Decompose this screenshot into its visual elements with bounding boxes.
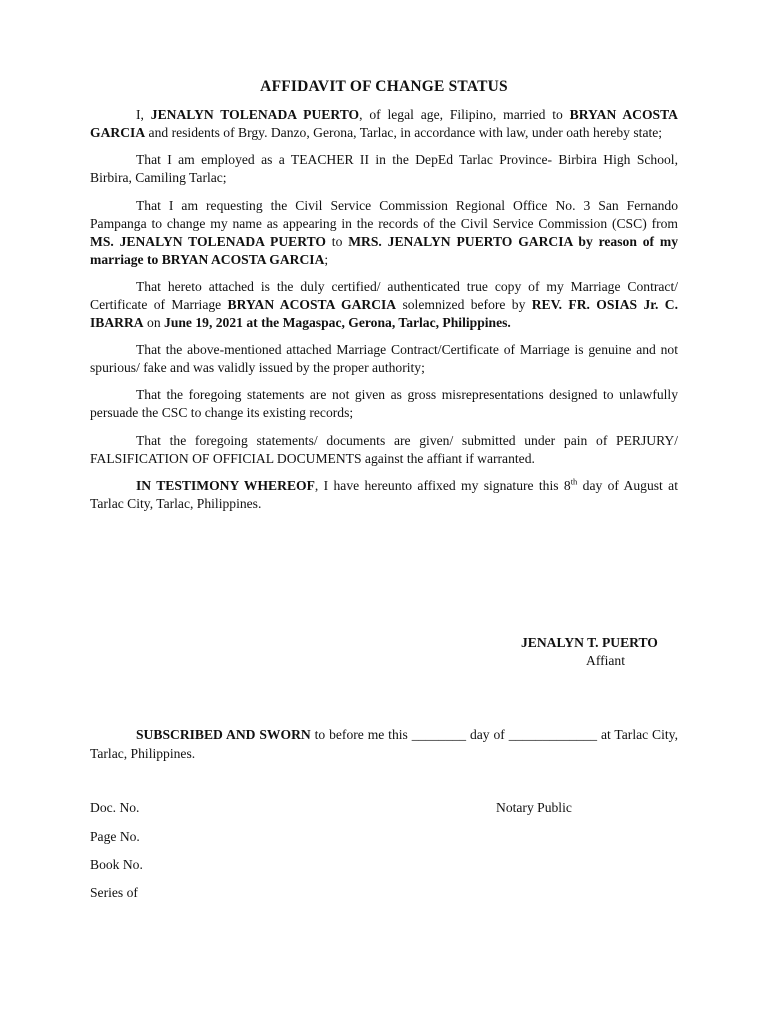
text-run: , of legal age, Filipino, married to xyxy=(359,107,570,122)
book-no-label: Book No. xyxy=(90,857,143,872)
affiant-signature-role: Affiant xyxy=(586,653,626,668)
jurat xyxy=(90,725,678,763)
document-title: AFFIDAVIT OF CHANGE STATUS xyxy=(260,78,508,95)
text-run: solemnized before by xyxy=(396,296,532,312)
affiant-signature-name: JENALYN T. PUERTO xyxy=(521,635,658,650)
series-label: Series of xyxy=(90,885,138,900)
notary-public-label: Notary Public xyxy=(496,800,572,815)
text-run: to before me this ________ day of _____________ at Tarlac City, Tarlac, Philippines. xyxy=(90,727,678,761)
testimony-lead: IN TESTIMONY WHEREOF xyxy=(136,478,315,494)
paragraph-intro xyxy=(90,106,678,142)
marriage-date-place: June 19, 2021 at the Magaspac, Gerona, Tarlac, Philippines. xyxy=(164,314,511,330)
old-name: MS. JENALYN TOLENADA PUERTO xyxy=(90,233,326,249)
jurat-paragraph xyxy=(90,725,678,763)
paragraph-genuine: That the above-mentioned attached Marriage Contract/Certificate of Marriage is genuine and not spurious/ fake and was validly issued by the proper authority; xyxy=(90,342,678,376)
spouse-name: BRYAN ACOSTA GARCIA xyxy=(227,296,397,312)
spouse-name: BRYAN ACOSTA GARCIA xyxy=(90,107,678,140)
text-run: , I have hereunto affixed my signature this 8 xyxy=(314,478,571,494)
paragraph-attachment xyxy=(90,278,678,332)
text-run: ; xyxy=(324,251,329,267)
affiant-full-name: JENALYN TOLENADA PUERTO xyxy=(150,107,360,122)
paragraph-testimony xyxy=(90,477,678,513)
doc-no-label: Doc. No. xyxy=(90,800,140,815)
text-run: I, xyxy=(136,107,151,122)
text-run: That I am requesting the Civil Service Commission Regional Office No. 3 San Fernando Pampanga to change my name as appearing in the records of the Civil Service Commission (CSC) from xyxy=(90,197,678,231)
ordinal-suffix: th xyxy=(570,476,578,487)
paragraph-request xyxy=(90,197,678,269)
paragraph-perjury: That the foregoing statements/ documents are given/ submitted under pain of PERJURY/ FALSIFICATION OF OFFICIAL DOCUMENTS against the affiant if warranted. xyxy=(90,432,678,466)
affidavit-body xyxy=(90,106,678,522)
paragraph-employment: That I am employed as a TEACHER II in the DepEd Tarlac Province- Birbira High School, Birbira, Camiling Tarlac; xyxy=(90,152,678,186)
jurat-lead: SUBSCRIBED AND SWORN xyxy=(136,727,311,742)
paragraph-misrepresentation: That the foregoing statements are not given as gross misrepresentations designed to unlawfully persuade the CSC to change its existing records; xyxy=(90,387,678,421)
text-run: That hereto attached is the duly certified/ authenticated true copy of my Marriage Contract/ Certificate of Marriage xyxy=(90,278,678,312)
text-run: on xyxy=(143,314,165,330)
officiant-name: REV. FR. OSIAS Jr. C. IBARRA xyxy=(90,296,678,330)
page-no-label: Page No. xyxy=(90,829,140,844)
text-run: and residents of Brgy. Danzo, Gerona, Tarlac, in accordance with law, under oath hereby state; xyxy=(145,125,663,140)
text-run: to xyxy=(325,233,349,249)
text-run: day of August at Tarlac City, Tarlac, Philippines. xyxy=(90,478,678,512)
new-name: MRS. JENALYN PUERTO GARCIA by reason of my marriage to BRYAN ACOSTA GARCIA xyxy=(90,233,678,267)
